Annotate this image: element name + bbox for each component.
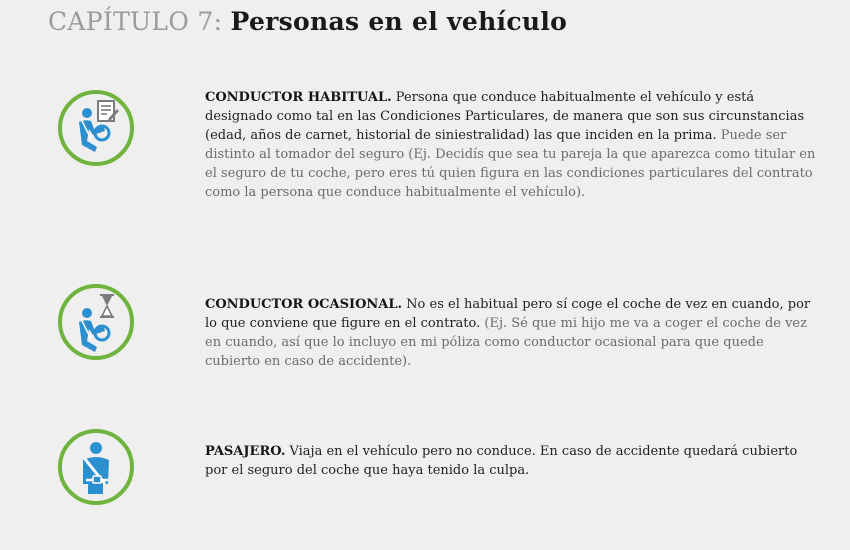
section-conductor-ocasional (205, 295, 820, 371)
driver-with-document-icon (57, 89, 135, 167)
chapter-title: Personas en el vehículo (230, 7, 568, 36)
passenger-seatbelt-icon (57, 428, 135, 506)
driver-with-hourglass-icon (57, 283, 135, 361)
section-body: Persona que conduce habitualmente el vehículo y está designado como tal en las Condiciones Particulares, de manera que son sus circunstancias (edad, años de carnet, historial de siniestralidad) las que inciden en la prima. (205, 90, 805, 143)
section-heading: PASAJERO. (205, 444, 286, 459)
section-heading: CONDUCTOR OCASIONAL. (205, 297, 403, 312)
section-note: Puede ser distinto al tomador del seguro (Ej. Decidís que sea tu pareja la que aparezca como titular en el seguro de tu coche, pero eres tú quien figura en las condiciones particulares del contrato como la persona que conduce habitualmente el vehículo). (205, 128, 816, 200)
section-pasajero (205, 442, 820, 480)
section-note: (Ej. Sé que mi hijo me va a coger el coche de vez en cuando, así que lo incluyo en mi póliza como conductor ocasional para que quede cubierto en caso de accidente). (205, 316, 807, 369)
page-title (48, 6, 567, 38)
section-conductor-habitual (205, 88, 820, 202)
section-body: Viaja en el vehículo pero no conduce. En caso de accidente quedará cubierto por el seguro del coche que haya tenido la culpa. (205, 444, 798, 478)
section-body: No es el habitual pero sí coge el coche de vez en cuando, por lo que conviene que figure en el contrato. (205, 297, 811, 331)
section-heading: CONDUCTOR HABITUAL. (205, 90, 392, 105)
chapter-label: CAPÍTULO 7: (48, 7, 223, 36)
